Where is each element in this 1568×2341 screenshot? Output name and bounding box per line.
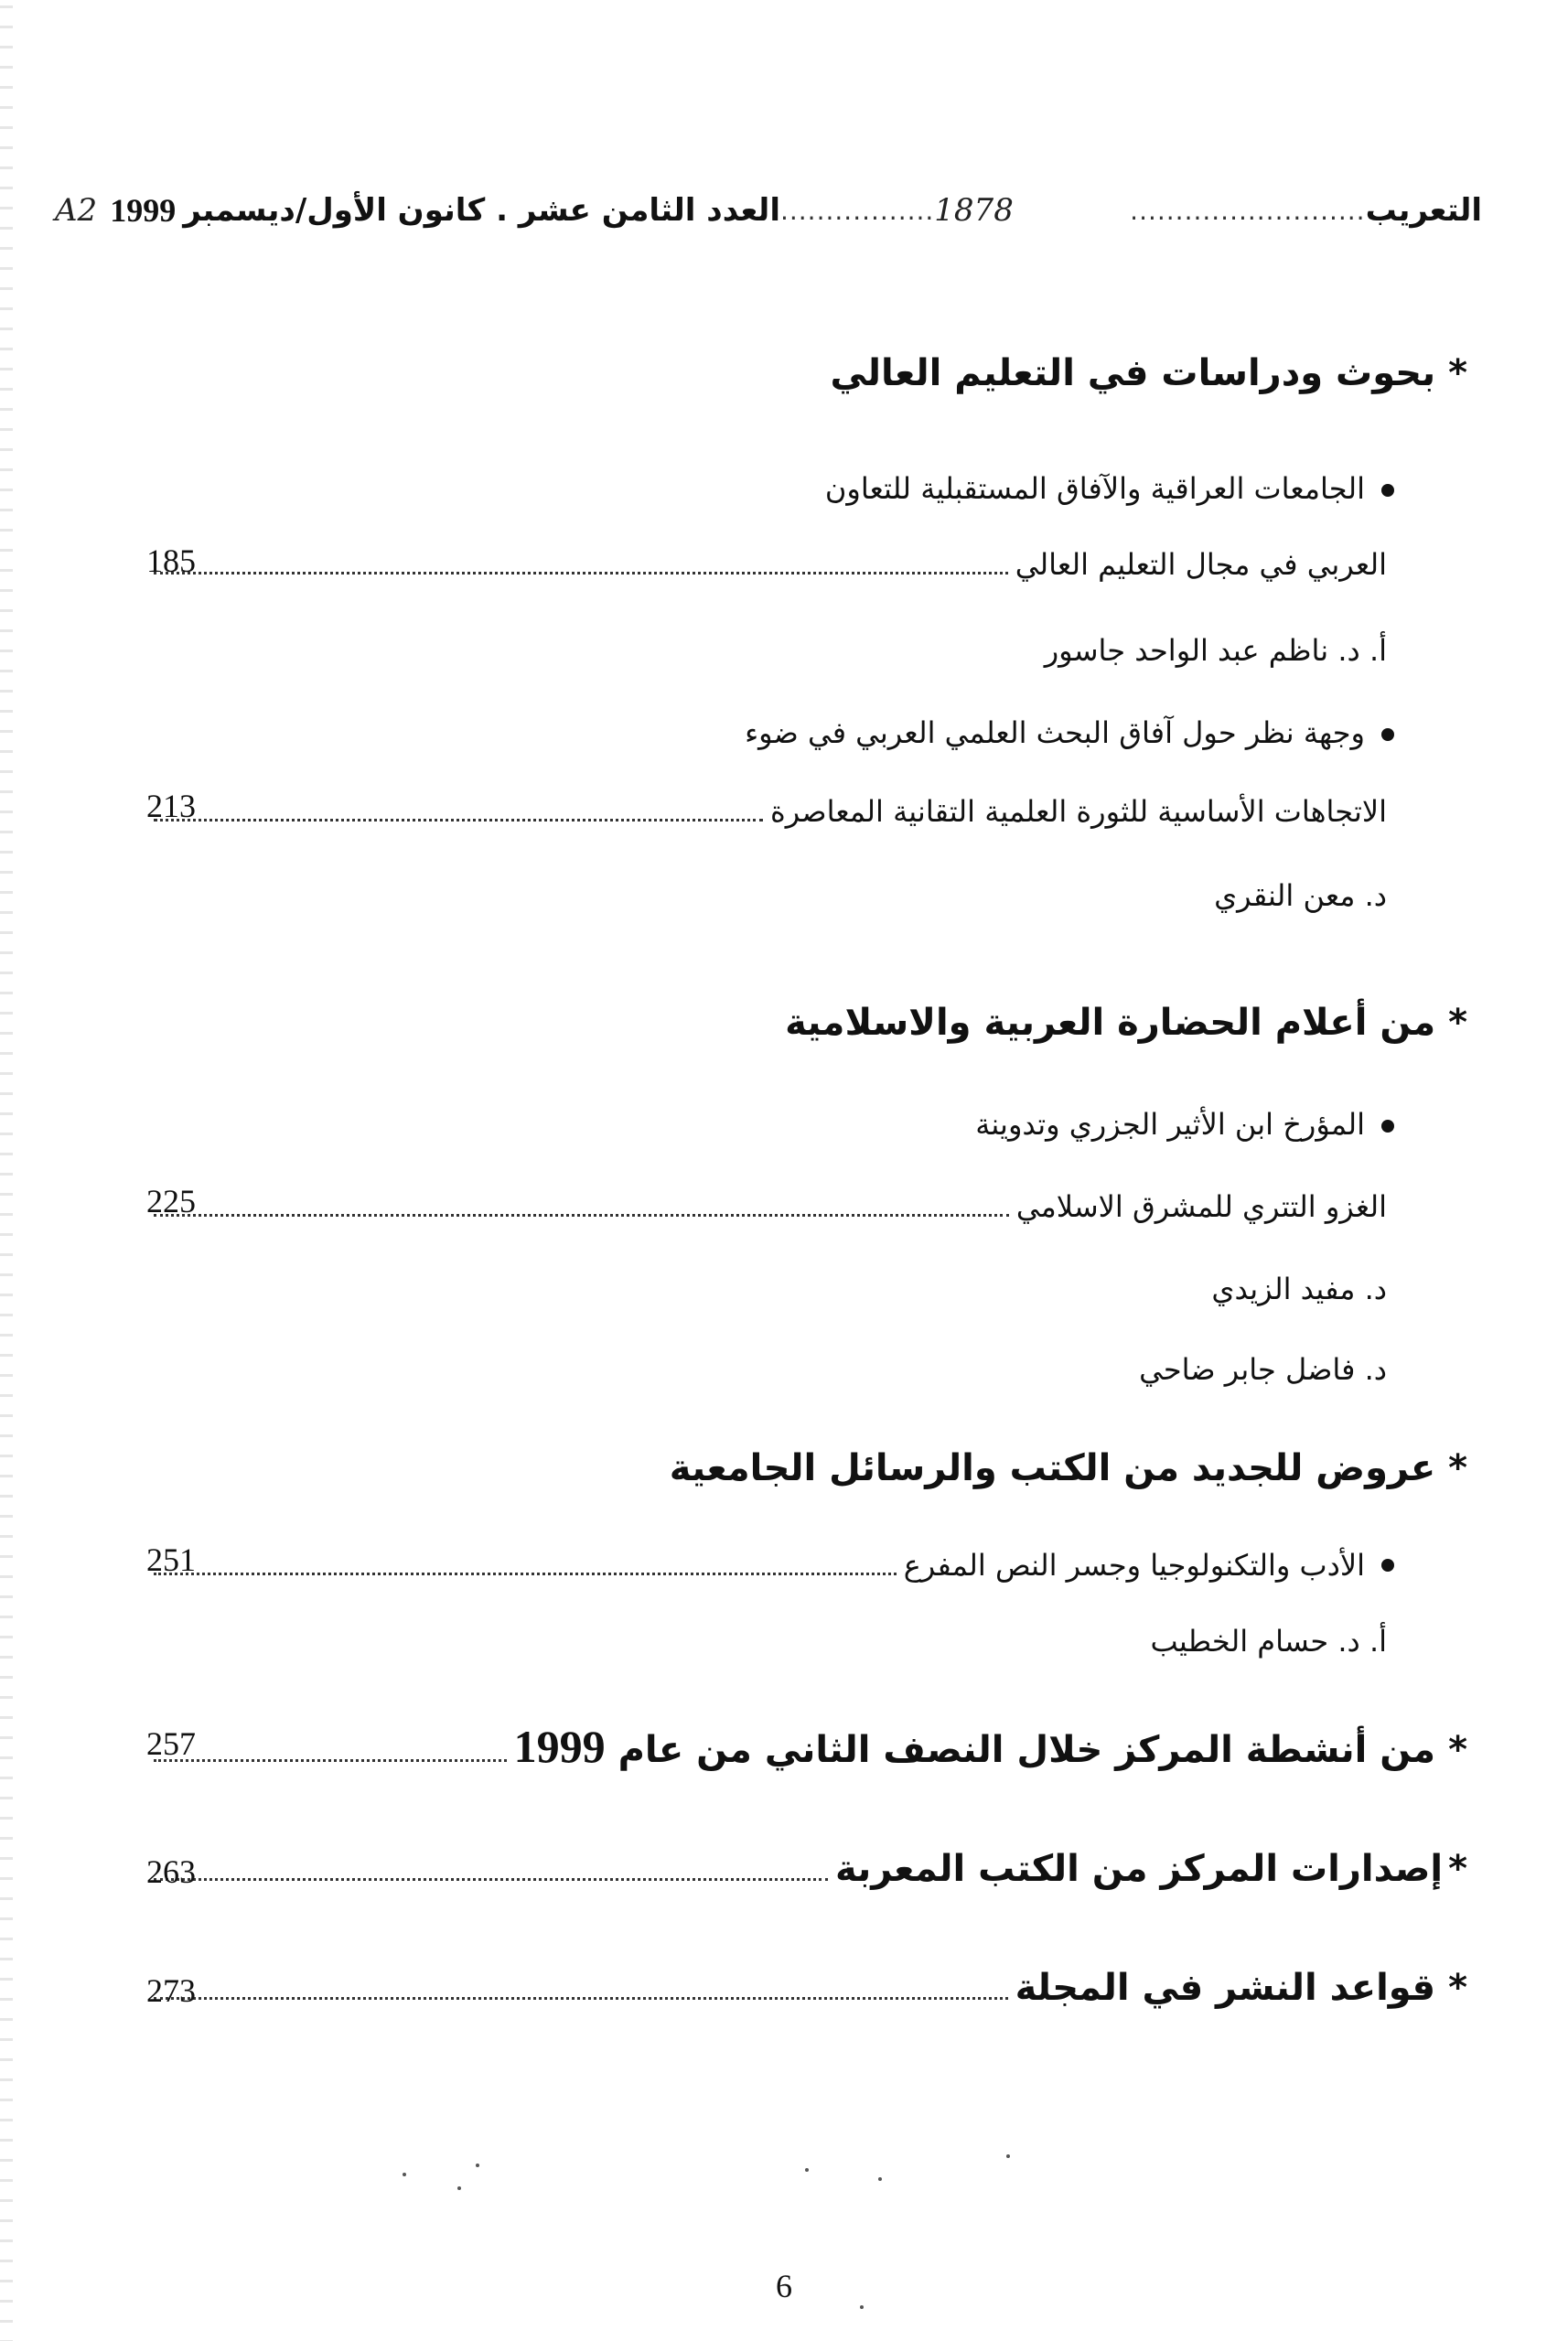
author: د. مفيد الزيدي [1211,1272,1387,1306]
page-ref: 213 [146,788,196,824]
handwritten-number: 1878 [934,192,1014,229]
entry-line: الجامعات العراقية والآفاق المستقبلية للتعاون [825,471,1394,506]
scan-speck [403,2173,406,2176]
scan-speck [878,2177,882,2181]
star-marker: * [1448,352,1467,394]
dot-leader [154,1874,828,1881]
bullet-icon [1381,1120,1394,1133]
page-ref: 251 [146,1541,196,1578]
page-ref: 263 [146,1853,196,1890]
star-marker: * [1448,1967,1467,2009]
scan-speck [1006,2154,1010,2158]
handwritten-code: A2 [55,192,98,229]
header-leader: .......................... [1130,195,1366,226]
bullet-icon [1381,1559,1394,1572]
dot-leader [154,568,1008,575]
star-marker: * [1448,1002,1467,1044]
star-marker: * [1448,1848,1467,1890]
dot-leader [154,1569,897,1575]
issue-label: العدد الثامن عشر . كانون الأول/ديسمبر [183,192,780,229]
scan-edge [0,0,13,2341]
entry-line-with-page: الأدب والتكنولوجيا وجسر النص المفرع [146,1548,1387,1583]
page-number: 6 [776,2268,792,2304]
section-title: * عروض للجديد من الكتب والرسائل الجامعية [669,1447,1467,1489]
dot-leader [154,1993,1008,2000]
dot-leader [154,1756,507,1762]
standalone-entry: * من أنشطة المركز خلال النصف الثاني من عام 1999 [146,1720,1467,1773]
bullet-icon [1381,484,1394,497]
scan-speck [860,2305,864,2309]
section-title: * بحوث ودراسات في التعليم العالي [830,352,1467,394]
standalone-entry: * إصدارات المركز من الكتب المعربة [146,1848,1467,1890]
header-leader: ................. [779,195,935,226]
star-marker: * [1448,1447,1467,1489]
running-header [55,174,1482,247]
standalone-entry: * قواعد النشر في المجلة [146,1967,1467,2009]
entry-line-with-page: الغزو التتري للمشرق الاسلامي [146,1189,1387,1224]
section-title: * من أعلام الحضارة العربية والاسلامية [785,1002,1467,1044]
entry-line: المؤرخ ابن الأثير الجزري وتدوينة [975,1107,1394,1142]
author: أ. د. ناظم عبد الواحد جاسور [1044,633,1387,668]
page-ref: 273 [146,1972,196,2009]
author: د. فاضل جابر ضاحي [1139,1352,1387,1387]
star-marker: * [1448,1729,1467,1771]
entry-line-with-page: الاتجاهات الأساسية للثورة العلمية التقانية المعاصرة [146,794,1387,829]
entry-line-with-page: العربي في مجال التعليم العالي [146,547,1387,582]
page-ref: 225 [146,1183,196,1219]
scan-speck [476,2164,479,2167]
page-ref: 257 [146,1725,196,1762]
issue-year: 1999 [110,192,177,229]
bullet-icon [1381,728,1394,741]
journal-name: التعريب [1365,192,1482,229]
author: د. معن النقري [1214,878,1387,913]
scan-speck [457,2186,461,2190]
page-ref: 185 [146,542,196,579]
dot-leader [154,1210,1009,1217]
entry-line: وجهة نظر حول آفاق البحث العلمي العربي في ضوء [745,715,1394,750]
dot-leader [154,815,763,821]
scan-speck [805,2168,809,2172]
author: أ. د. حسام الخطيب [1150,1624,1387,1659]
